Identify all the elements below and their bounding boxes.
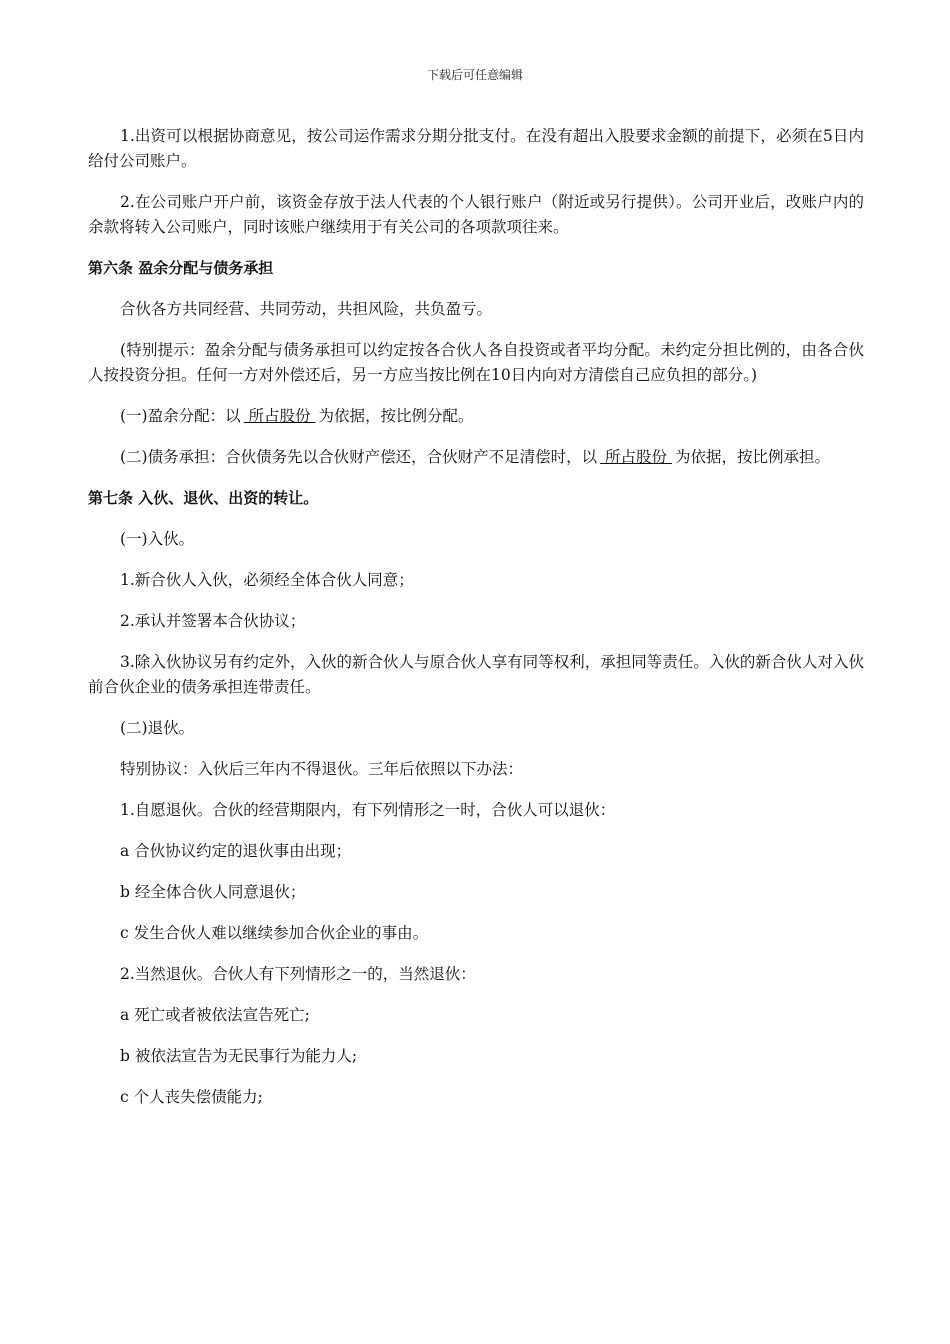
article-7-heading: 第七条 入伙、退伙、出资的转让。 [88,489,319,507]
paragraph-admission-1: 1.新合伙人入伙，必须经全体合伙人同意； [120,571,414,589]
list-item-b1: b 经全体合伙人同意退伙； [120,883,306,901]
debt-suffix: 为依据，按比例承担。 [674,448,830,466]
paragraph-admission-3: 3.除入伙协议另有约定外，入伙的新合伙人与原合伙人享有同等权利，承担同等责任。入伙的新合伙人对入伙前合伙企业的债务承担连带责任。 [88,653,864,696]
list-item-c1: c 发生合伙人难以继续参加合伙企业的事由。 [120,924,429,942]
paragraph-voluntary-withdrawal: 1.自愿退伙。合伙的经营期限内，有下列情形之一时，合伙人可以退伙： [120,801,616,819]
list-item-a2: a 死亡或者被依法宣告死亡; [120,1006,310,1024]
profit-fill-blank: 所占股份 [243,407,316,425]
paragraph-special-note: (特别提示：盈余分配与债务承担可以约定按各合伙人各自投资或者平均分配。未约定分担比例的，由各合伙人按投资分担。任何一方对外偿还后，另一方应当按比例在10日内向对方清偿自己应负担的部分。) [88,341,864,384]
document-body [88,124,864,1110]
paragraph-automatic-withdrawal: 2.当然退伙。合伙人有下列情形之一的，当然退伙： [120,965,476,983]
paragraph-admission-2: 2.承认并签署本合伙协议； [120,612,306,630]
list-item-b2: b 被依法宣告为无民事行为能力人; [120,1047,358,1065]
list-item-c2: c 个人丧失偿债能力; [120,1088,263,1106]
paragraph-capital-installment: 1.出资可以根据协商意见，按公司运作需求分期分批支付。在没有超出入股要求金额的前提下，必须在5日内给付公司账户。 [88,127,864,170]
paragraph-withdrawal: (二)退伙。 [120,719,195,737]
paragraph-capital-account: 2.在公司账户开户前，该资金存放于法人代表的个人银行账户（附近或另行提供）。公司开业后，改账户内的余款将转入公司账户，同时该账户继续用于有关公司的各项款项往来。 [88,193,864,236]
list-item-a1: a 合伙协议约定的退伙事由出现； [120,842,352,860]
debt-fill-blank: 所占股份 [600,448,672,466]
profit-prefix: (一)盈余分配：以 [120,407,241,425]
paragraph-admission: (一)入伙。 [120,530,195,548]
paragraph-shared-risk: 合伙各方共同经营、共同劳动，共担风险，共负盈亏。 [120,300,493,318]
debt-prefix: (二)债务承担：合伙债务先以合伙财产偿还，合伙财产不足清偿时，以 [120,448,598,466]
paragraph-special-agreement: 特别协议：入伙后三年内不得退伙。三年后依照以下办法： [120,760,524,778]
header-note: 下载后可任意编辑 [426,68,523,82]
article-6-heading: 第六条 盈余分配与债务承担 [88,259,274,277]
profit-suffix: 为依据，按比例分配。 [318,407,474,425]
paragraph-debt-bearing [88,445,864,470]
paragraph-profit-distribution [88,404,864,429]
